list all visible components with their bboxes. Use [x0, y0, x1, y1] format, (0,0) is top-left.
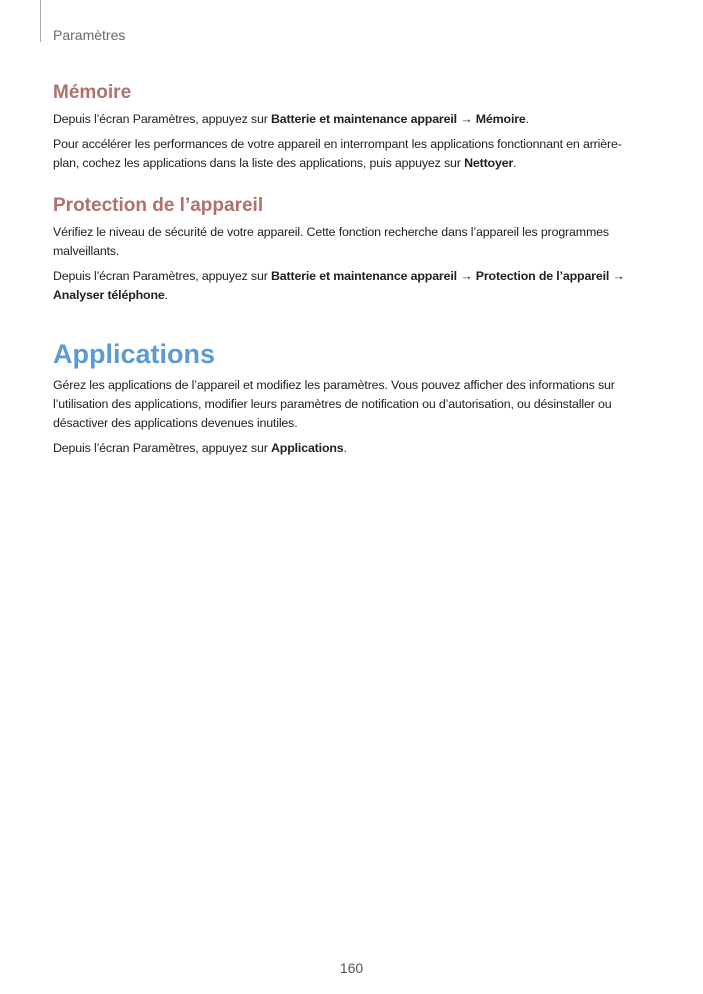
memoire-description: Pour accélérer les performances de votre appareil en interrompant les applications fonctionnant en arrière-plan, cochez les applications dans la liste des applications, puis appuyez sur Nettoyer.: [53, 137, 622, 170]
menu-path-device-protection: Protection de l’appareil: [475, 269, 610, 283]
applications-instruction: Depuis l’écran Paramètres, appuyez sur Applications.: [53, 441, 347, 455]
menu-path-memory: Mémoire: [475, 112, 526, 126]
applications-description: Gérez les applications de l’appareil et modifiez les paramètres. Vous pouvez afficher des informations sur l’utilisation des applications, modifier leurs paramètres de notification ou d’autorisation, ou désinstaller ou désactiver des applications devenues inutiles.: [53, 378, 615, 430]
memoire-heading: Mémoire: [53, 82, 132, 103]
menu-path-applications: Applications: [270, 441, 344, 455]
header-rule: [40, 0, 41, 42]
protection-description: Vérifiez le niveau de sécurité de votre appareil. Cette fonction recherche dans l’appareil les programmes malveillants.: [53, 225, 609, 258]
menu-path-battery: Batterie et maintenance appareil: [270, 269, 457, 283]
protection-instruction: Depuis l’écran Paramètres, appuyez sur Batterie et maintenance appareil → Protection de l’appareil → Analyser téléphone.: [53, 269, 625, 302]
page-number: 160: [339, 960, 364, 976]
memoire-instruction: Depuis l’écran Paramètres, appuyez sur Batterie et maintenance appareil → Mémoire.: [53, 112, 529, 126]
header-title: Paramètres: [53, 27, 126, 43]
menu-path-battery: Batterie et maintenance appareil: [270, 112, 457, 126]
menu-path-clean: Nettoyer: [464, 156, 514, 170]
protection-heading: Protection de l’appareil: [53, 195, 264, 216]
page-content: [53, 82, 643, 458]
menu-path-scan-phone: Analyser téléphone: [53, 288, 165, 302]
applications-heading: Applications: [53, 339, 216, 369]
